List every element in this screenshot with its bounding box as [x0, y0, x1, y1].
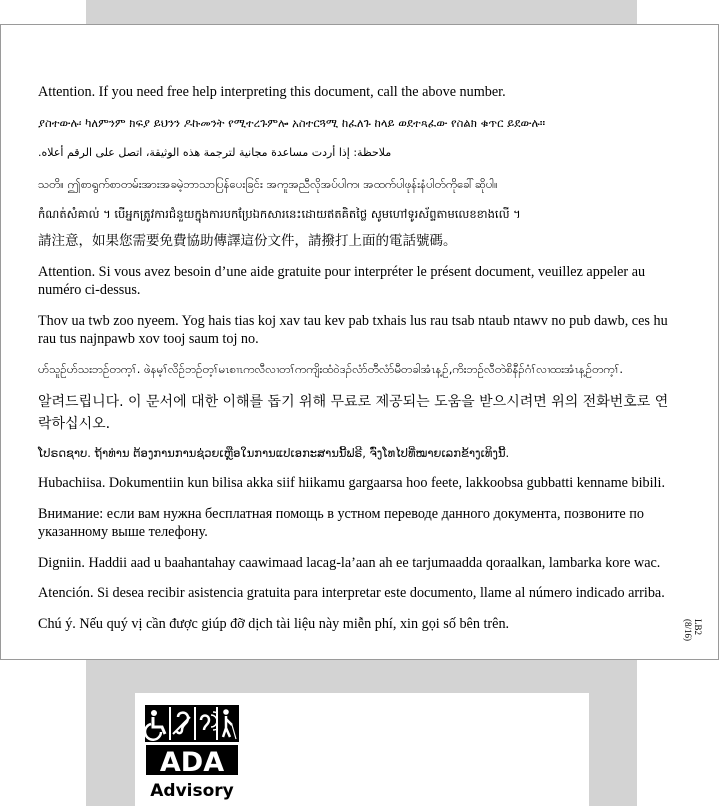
notice-line-chinese: 請注意，如果您需要免費協助傳譯這份文件，請撥打上面的電話號碼。 — [38, 233, 457, 250]
notice-line-korean: 알려드립니다. 이 문서에 대한 이해를 돕기 위해 무료로 제공되는 도움을 받으시려면 위의 전화번호로 연락하십시오. — [38, 393, 669, 432]
ada-advisory-logo — [142, 703, 242, 803]
blind-person-icon — [218, 706, 238, 741]
notice-line-somali: Digniin. Haddii aad u baahantahay caawimaad lacag-la’aan ah ee tarjumaadda qoraalkan, lambarka kore wac. — [38, 554, 661, 571]
notice-line-vietnamese: Chú ý. Nếu quý vị cần được giúp đỡ dịch tài liệu này miễn phí, xin gọi số bên trên. — [38, 615, 510, 632]
notice-line-oromo: Hubachiisa. Dokumentiin kun bilisa akka siif hiikamu gargaarsa hoo feete, lakkoobsa gubbatti kenname bibili. — [38, 475, 665, 492]
assistive-listening-icon — [171, 706, 194, 741]
notice-line-russian: Внимание: если вам нужна бесплатная помощь в устном переводе данного документа, позвоните по указанному выше телефону. — [38, 505, 644, 540]
wheelchair-icon — [145, 706, 169, 741]
advisory-word: Advisory — [150, 781, 234, 801]
language-assistance-notice — [0, 24, 719, 660]
notice-line-english: Attention. If you need free help interpreting this document, call the above number. — [38, 84, 506, 100]
form-code: LB2 (8/16) — [683, 619, 703, 641]
top-gray-band — [86, 0, 637, 24]
notice-line-french: Attention. Si vous avez besoin d’une aide gratuite pour interpréter le présent document, veuillez appeler au numéro ci-dessus. — [38, 263, 646, 298]
notice-line-karen: ဟ်သူဉ်ဟ်သးဘဉ်တက့ၢ်. ဖဲနမ့ၢ်လိဉ်ဘဉ်တ့ၢ်မၤစၢၤကလီလၢတၢ်ကကျိးထံဝဲဒၣ်လံာ်တီလံာ်မီတခါအံၤန့ဉ်,ကိးဘဉ်လီတဲစိနီၣ်ဂံၢ်လၢထးအံၤန့ဉ်တက့ၢ်. — [38, 362, 624, 377]
notice-line-amharic: ያስተውሉ፡ ካለምንም ክፍያ ይህንን ዶኩመንት የሚተረጉምሎ አስተርጓሚ ከፈለጉ ከላይ ወደተጻፈው የስልክ ቁጥር ይደውሉ። — [38, 115, 546, 130]
ada-acronym: ADA — [159, 747, 225, 778]
notice-line-lao: ໂປຣດຊາບ. ຖ້າທ່ານ ຕ້ອງການການຊ່ວຍເຫຼືອໃນການແປເອກະສານນີ້ຟຣີ, ຈົ່ງໂທໄປທີ່ໝາຍເລກຂ້າງເທິງນີ້. — [38, 445, 510, 460]
notice-line-hmong: Thov ua twb zoo nyeem. Yog hais tias koj xav tau kev pab txhais lus rau tsab ntaub ntawv no pub dawb, ces hu rau tus najnpawb xov tooj saum toj no. — [38, 312, 668, 347]
notice-line-khmer: កំណត់សំគាល់ ។ បើអ្នកត្រូវការជំនួយក្នុងការបកប្រែឯកសារនេះដោយឥតគិតថ្លៃ សូមហៅទូរស័ព្ទតាមលេខខាងលើ ។ — [38, 207, 521, 222]
notice-line-arabic: ملاحظة: إذا أردت مساعدة مجانية لترجمة هذه الوثيقة، اتصل على الرقم أعلاه. — [38, 146, 392, 160]
notice-lines — [38, 83, 673, 645]
notice-line-spanish: Atención. Si desea recibir asistencia gratuita para interpretar este documento, llame al número indicado arriba. — [38, 585, 665, 602]
notice-line-burmese: သတိ။ ဤစာရွက်စာတမ်းအားအခမဲ့ဘာသာပြန်ပေးခြင်း အကူအညီလိုအပ်ပါက၊ အထက်ပါဖုန်းနံပါတ်ကိုခေါ်ဆိုပါ။ — [38, 176, 498, 191]
